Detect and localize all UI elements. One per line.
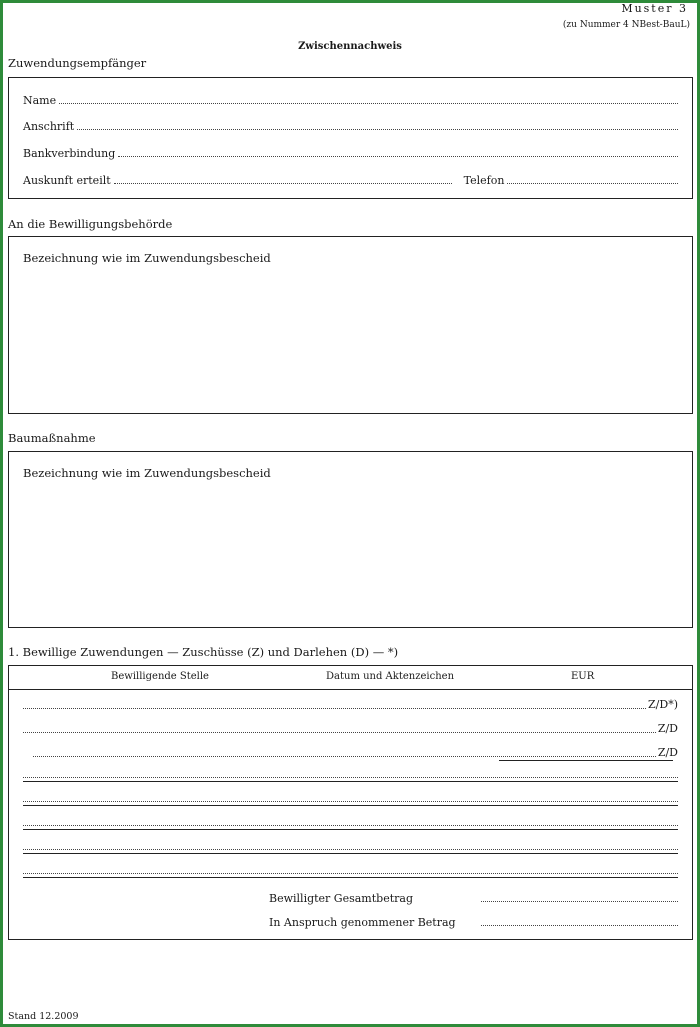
address-field[interactable] [23, 117, 678, 133]
form-title: Zwischennachweis [298, 41, 402, 52]
claimed-amount-row[interactable] [269, 913, 678, 929]
address-dotted-line[interactable] [77, 126, 678, 130]
contact-label: Auskunft erteilt [23, 174, 111, 187]
grants-section-label: 1. Bewillige Zuwendungen — Zuschüsse (Z) und Darlehen (D) — *) [8, 645, 399, 659]
blank-line[interactable] [23, 849, 678, 854]
granted-total-row[interactable] [269, 889, 678, 905]
name-label: Name [23, 94, 57, 107]
construction-box[interactable] [8, 451, 693, 628]
contact-field[interactable] [23, 171, 678, 187]
sum-underline [499, 760, 673, 761]
col-eur: EUR [571, 671, 595, 682]
phone-dotted-line[interactable] [507, 180, 678, 184]
grant-row[interactable] [23, 697, 678, 711]
grant-row-suffix: Z/D*) [648, 698, 678, 711]
bank-dotted-line[interactable] [118, 153, 678, 157]
granted-total-label: Bewilligter Gesamtbetrag [269, 892, 413, 905]
grant-row[interactable] [23, 721, 678, 735]
address-label: Anschrift [23, 120, 75, 133]
construction-hint: Bezeichnung wie im Zuwendungsbescheid [23, 466, 271, 480]
granted-total-dotted-line[interactable] [481, 898, 678, 902]
name-field[interactable] [23, 91, 678, 107]
authority-section-label: An die Bewilligungsbehörde [8, 217, 173, 231]
muster-number: Muster 3 [621, 2, 688, 15]
blank-line[interactable] [23, 825, 678, 830]
blank-line[interactable] [23, 801, 678, 806]
grants-table-header [9, 666, 692, 690]
bank-field[interactable] [23, 144, 678, 160]
contact-dotted-line[interactable] [114, 180, 452, 184]
blank-line[interactable] [23, 873, 678, 878]
claimed-amount-label: In Anspruch genommener Betrag [269, 916, 456, 929]
construction-section-label: Baumaßnahme [8, 431, 96, 445]
recipient-section-label: Zuwendungsempfänger [8, 56, 147, 70]
grant-row-suffix: Z/D [657, 722, 678, 735]
grant-row-dotted-line[interactable] [23, 705, 646, 709]
grant-row-suffix: Z/D [657, 746, 678, 759]
phone-label: Telefon [463, 174, 505, 187]
reference-note: (zu Nummer 4 NBest-BauL) [562, 20, 690, 30]
col-date-reference: Datum und Aktenzeichen [326, 671, 455, 682]
authority-box[interactable] [8, 236, 693, 414]
bank-label: Bankverbindung [23, 147, 116, 160]
grant-row-dotted-line[interactable] [33, 753, 656, 757]
grant-row-dotted-line[interactable] [23, 729, 656, 733]
grants-table [8, 665, 693, 940]
blank-line[interactable] [23, 777, 678, 782]
grant-row[interactable] [33, 745, 678, 759]
authority-hint: Bezeichnung wie im Zuwendungsbescheid [23, 251, 271, 265]
recipient-box [8, 77, 693, 199]
version-stamp: Stand 12.2009 [8, 1011, 79, 1022]
name-dotted-line[interactable] [59, 100, 678, 104]
col-granting-body: Bewilligende Stelle [111, 671, 209, 682]
claimed-amount-dotted-line[interactable] [481, 922, 678, 926]
